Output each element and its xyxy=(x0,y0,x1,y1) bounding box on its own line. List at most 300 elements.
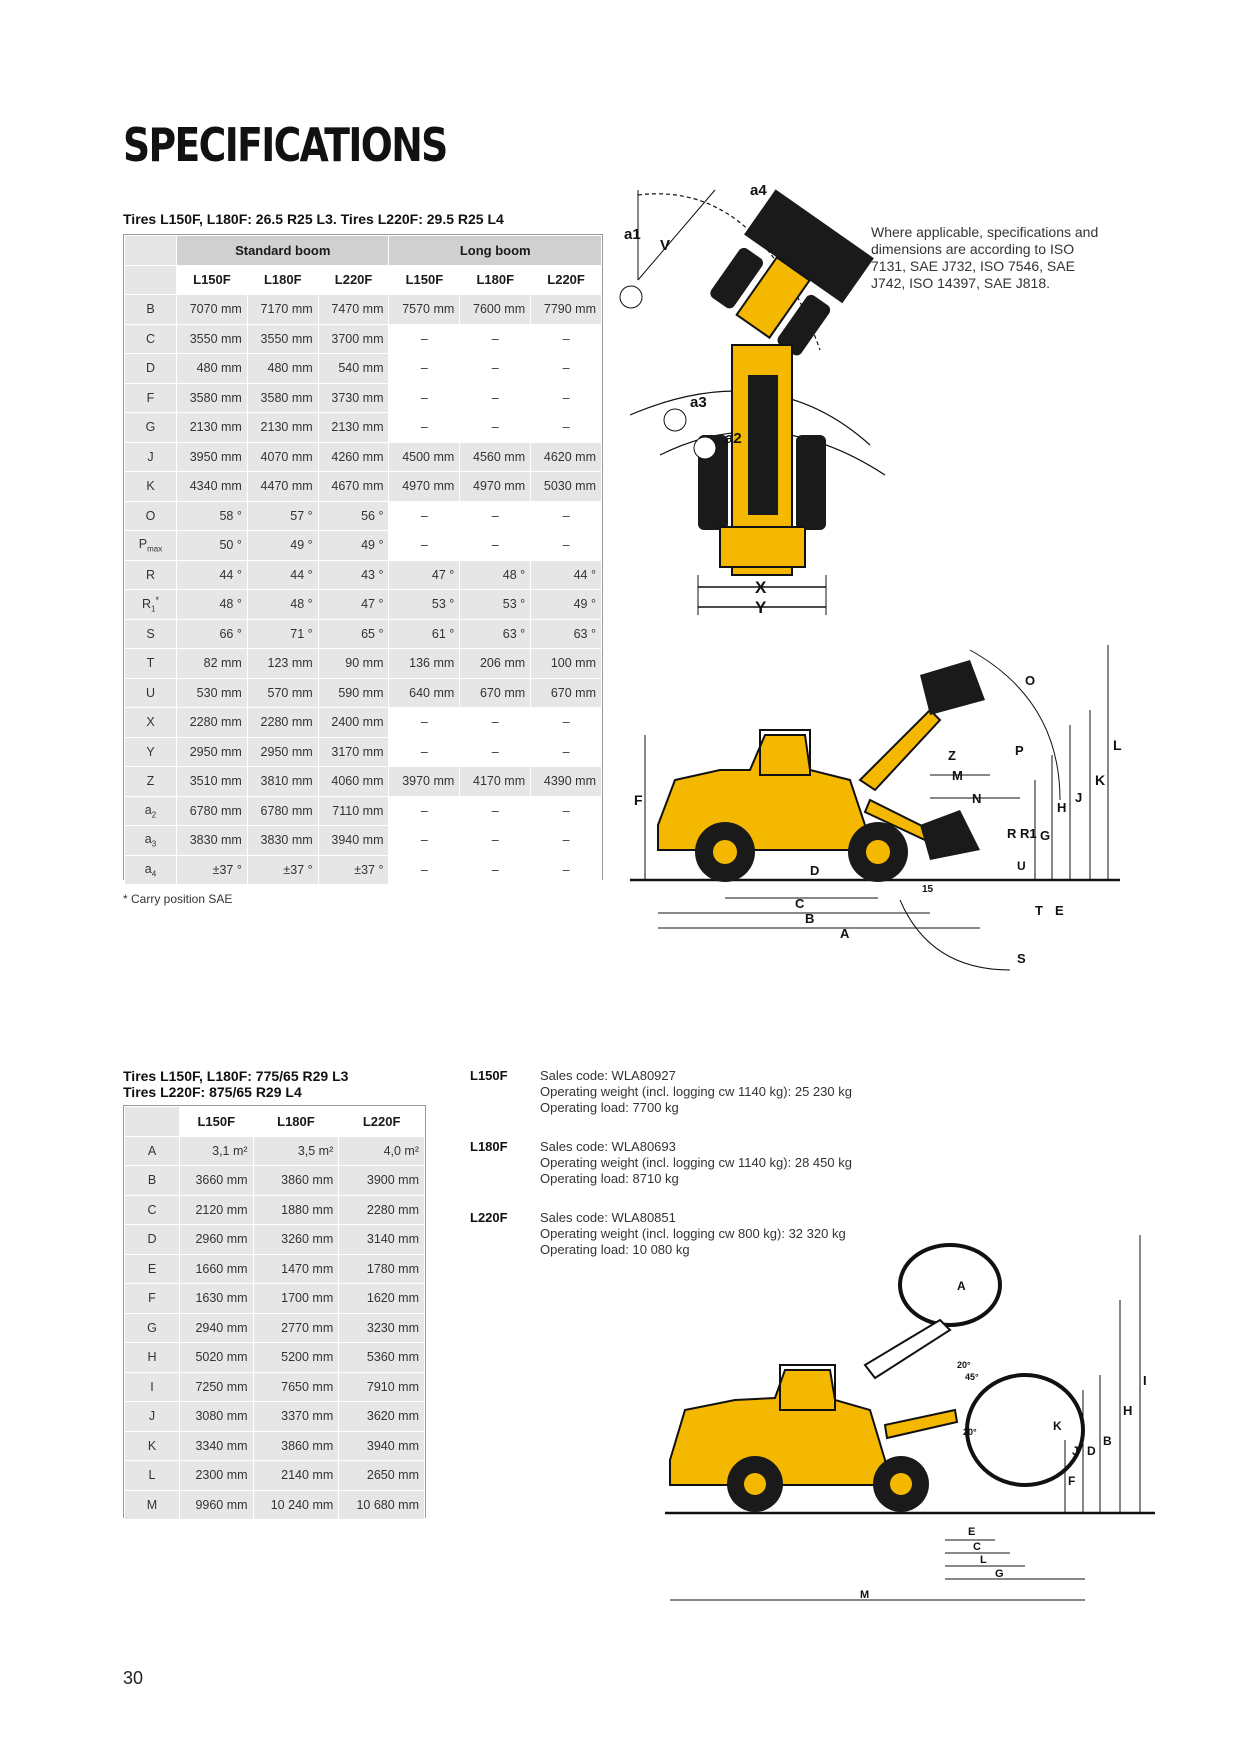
table-cell: 540 mm xyxy=(318,354,389,384)
row-label: I xyxy=(125,1372,180,1402)
table-cell: 590 mm xyxy=(318,678,389,708)
row-label-text: R xyxy=(145,567,156,582)
table-cell: 3550 mm xyxy=(177,324,248,354)
swing-arc-s xyxy=(900,900,1010,970)
row-label-text: D xyxy=(145,361,156,376)
table-cell: 47 ° xyxy=(318,590,389,620)
table-cell: – xyxy=(389,501,460,531)
model-header: L150F xyxy=(177,265,248,295)
row-label: A xyxy=(125,1136,180,1166)
table-corner xyxy=(125,265,177,295)
dim-label-d: D xyxy=(1087,1444,1096,1458)
table-row xyxy=(125,413,602,443)
dim-label-r1: R1 xyxy=(1020,826,1037,841)
row-label xyxy=(125,678,177,708)
table-cell: 1700 mm xyxy=(253,1284,339,1314)
table-cell: 7250 mm xyxy=(180,1372,254,1402)
row-label-subscript: 1 xyxy=(151,604,156,614)
row-label xyxy=(125,796,177,826)
dim-label-j: J xyxy=(1072,1444,1079,1458)
table-cell: – xyxy=(531,383,602,413)
table-cell: 3730 mm xyxy=(318,383,389,413)
row-label: K xyxy=(125,1431,180,1461)
table-cell: 4620 mm xyxy=(531,442,602,472)
table-cell: 3170 mm xyxy=(318,737,389,767)
model-sales-code: Sales code: WLA80693 xyxy=(540,1139,676,1154)
row-label-text: X xyxy=(146,715,155,730)
table-cell: 3970 mm xyxy=(389,767,460,797)
table-row xyxy=(125,1225,425,1255)
row-label-text: a xyxy=(144,861,152,876)
side-view-dimension-diagram xyxy=(630,640,1120,990)
table-cell: 7570 mm xyxy=(389,295,460,325)
rear-tire-right xyxy=(796,435,826,530)
dim-label-d: D xyxy=(810,863,820,878)
table-cell: 63 ° xyxy=(531,619,602,649)
rear-hub xyxy=(744,1473,766,1495)
table-cell: 66 ° xyxy=(177,619,248,649)
spec-table-log-grapple xyxy=(124,1106,425,1520)
model-load: Operating load: 10 080 kg xyxy=(540,1242,690,1257)
row-label xyxy=(125,767,177,797)
table-cell: – xyxy=(460,737,531,767)
table-cell: 3230 mm xyxy=(339,1313,425,1343)
marker-circle xyxy=(620,286,642,308)
dim-label-g: G xyxy=(1040,828,1051,843)
table-cell: 4970 mm xyxy=(460,472,531,502)
table-row xyxy=(125,678,602,708)
row-label: M xyxy=(125,1490,180,1520)
row-label xyxy=(125,324,177,354)
table-cell: 43 ° xyxy=(318,560,389,590)
iso-standards-note: Where applicable, specifications and dimensions are according to ISO 7131, SAE J732, ISO 7546, SAE J742, ISO 14397, SAE J818. xyxy=(871,224,1099,291)
table-row xyxy=(125,1195,425,1225)
row-label-text: P xyxy=(138,537,148,551)
table-cell: 49 ° xyxy=(531,590,602,620)
row-label xyxy=(125,737,177,767)
table-cell: – xyxy=(389,324,460,354)
table-row xyxy=(125,708,602,738)
table-cell: 48 ° xyxy=(177,590,248,620)
table-cell: – xyxy=(460,708,531,738)
row-label-text: U xyxy=(145,685,156,700)
table-cell: 48 ° xyxy=(247,590,318,620)
row-label xyxy=(125,413,177,443)
row-label-text: a xyxy=(144,832,152,846)
table-cell: – xyxy=(531,796,602,826)
grapple-raised xyxy=(900,1245,1000,1325)
table-cell: – xyxy=(531,354,602,384)
dim-label-b: B xyxy=(1103,1434,1112,1448)
model-name: L180F xyxy=(470,1139,508,1154)
row-label xyxy=(125,472,177,502)
model-header: L180F xyxy=(253,1107,339,1137)
row-label-subscript: 2 xyxy=(151,810,157,819)
table-cell: 2770 mm xyxy=(253,1313,339,1343)
row-label-text: K xyxy=(146,479,155,494)
rear-hub xyxy=(713,840,737,864)
table-cell: 2120 mm xyxy=(180,1195,254,1225)
model-header: L180F xyxy=(247,265,318,295)
table-cell: – xyxy=(389,855,460,885)
table-cell: 9960 mm xyxy=(180,1490,254,1520)
model-weight: Operating weight (incl. logging cw 800 kg): 32 320 kg xyxy=(540,1226,846,1241)
table-cell: 2140 mm xyxy=(253,1461,339,1491)
table-cell: 3860 mm xyxy=(253,1166,339,1196)
table-row xyxy=(125,1284,425,1314)
dim-line xyxy=(638,190,715,280)
table-cell: – xyxy=(389,383,460,413)
dim-label-a1: a1 xyxy=(624,226,641,243)
table-cell: 7170 mm xyxy=(247,295,318,325)
table-cell: 4,0 m² xyxy=(339,1136,425,1166)
row-label xyxy=(125,619,177,649)
row-label xyxy=(125,383,177,413)
table-row xyxy=(125,1136,425,1166)
table-cell: 2130 mm xyxy=(177,413,248,443)
dim-label-l: L xyxy=(980,1554,987,1566)
row-label xyxy=(125,501,177,531)
table-cell: 7070 mm xyxy=(177,295,248,325)
table-cell: 3830 mm xyxy=(247,826,318,856)
row-label-text: F xyxy=(146,390,155,405)
row-label-subscript: max xyxy=(147,544,163,554)
table-cell: 5020 mm xyxy=(180,1343,254,1373)
marker-circle xyxy=(664,409,686,431)
table-cell: 3940 mm xyxy=(339,1431,425,1461)
front-hub xyxy=(866,840,890,864)
table-row xyxy=(125,295,602,325)
dim-label-f: F xyxy=(1068,1474,1076,1488)
table-row xyxy=(125,1313,425,1343)
table-corner xyxy=(125,1107,180,1137)
table-cell: 10 240 mm xyxy=(253,1490,339,1520)
table-cell: 2950 mm xyxy=(177,737,248,767)
model-sales-code: Sales code: WLA80851 xyxy=(540,1210,676,1225)
dim-label-u: U xyxy=(1017,859,1026,873)
dim-label-l: L xyxy=(1113,737,1122,753)
table-cell: – xyxy=(460,796,531,826)
dim-label-k: K xyxy=(1053,1419,1062,1433)
row-label-text: T xyxy=(146,656,155,671)
row-label xyxy=(125,354,177,384)
table-cell: 5360 mm xyxy=(339,1343,425,1373)
table-row xyxy=(125,472,602,502)
model-header: L180F xyxy=(460,265,531,295)
bucket-lowered xyxy=(920,810,980,860)
table-cell: 7600 mm xyxy=(460,295,531,325)
table-cell: 670 mm xyxy=(531,678,602,708)
table-cell: 82 mm xyxy=(177,649,248,679)
model-load: Operating load: 8710 kg xyxy=(540,1171,679,1186)
page-title: SPECIFICATIONS xyxy=(123,118,447,172)
table-row xyxy=(125,1402,425,1432)
table-cell: 7650 mm xyxy=(253,1372,339,1402)
table-cell: – xyxy=(389,796,460,826)
dim-label-a: A xyxy=(957,1279,966,1293)
dim-label-15: 15 xyxy=(922,884,934,895)
table-cell: 1880 mm xyxy=(253,1195,339,1225)
table-cell: 4500 mm xyxy=(389,442,460,472)
table-cell: 57 ° xyxy=(247,501,318,531)
top-view-articulation-diagram xyxy=(620,175,890,620)
table-corner xyxy=(125,236,177,266)
table-row xyxy=(125,531,602,561)
front-hub xyxy=(890,1473,912,1495)
table-cell: – xyxy=(389,531,460,561)
table-cell: – xyxy=(460,531,531,561)
table-cell: 2650 mm xyxy=(339,1461,425,1491)
table-cell: – xyxy=(460,383,531,413)
dim-label-z: Z xyxy=(948,748,956,763)
table-cell: – xyxy=(531,324,602,354)
table-cell: 4670 mm xyxy=(318,472,389,502)
log-grapple-dimension-diagram xyxy=(665,1230,1155,1640)
table-cell: – xyxy=(531,413,602,443)
row-label-text: R xyxy=(142,597,152,612)
angle-label-20-top: 20° xyxy=(957,1360,971,1370)
table-cell: 3830 mm xyxy=(177,826,248,856)
table-cell: 6780 mm xyxy=(247,796,318,826)
grapple-lowered xyxy=(967,1375,1083,1485)
table-cell: 4560 mm xyxy=(460,442,531,472)
table-cell: 4260 mm xyxy=(318,442,389,472)
table-row xyxy=(125,1343,425,1373)
table-cell: 48 ° xyxy=(460,560,531,590)
dim-label-k: K xyxy=(1095,772,1106,788)
table-row xyxy=(125,855,602,885)
table-cell: ±37 ° xyxy=(247,855,318,885)
marker-circle xyxy=(694,437,716,459)
table-cell: 3,1 m² xyxy=(180,1136,254,1166)
table-cell: 2130 mm xyxy=(247,413,318,443)
row-label: C xyxy=(125,1195,180,1225)
row-label: B xyxy=(125,1166,180,1196)
front-frame xyxy=(704,189,874,360)
table-cell: ±37 ° xyxy=(318,855,389,885)
model-name: L150F xyxy=(470,1068,508,1083)
row-label-text: J xyxy=(147,449,154,464)
model-header: L220F xyxy=(339,1107,425,1137)
table-cell: – xyxy=(389,708,460,738)
table-cell: 670 mm xyxy=(460,678,531,708)
table-cell: 1630 mm xyxy=(180,1284,254,1314)
table-cell: 71 ° xyxy=(247,619,318,649)
table-cell: 3620 mm xyxy=(339,1402,425,1432)
table-cell: 4970 mm xyxy=(389,472,460,502)
dim-label-a2: a2 xyxy=(725,430,742,447)
table-cell: 2940 mm xyxy=(180,1313,254,1343)
table-cell: 480 mm xyxy=(177,354,248,384)
model-sales-code: Sales code: WLA80927 xyxy=(540,1068,676,1083)
table-row xyxy=(125,1166,425,1196)
row-label-text: a xyxy=(144,802,152,817)
table-cell: 53 ° xyxy=(389,590,460,620)
table-cell: 2280 mm xyxy=(339,1195,425,1225)
table-row xyxy=(125,767,602,797)
table-cell: 10 680 mm xyxy=(339,1490,425,1520)
table-row xyxy=(125,1461,425,1491)
dim-label-a: A xyxy=(840,926,850,941)
table-cell: 6780 mm xyxy=(177,796,248,826)
table-cell: 480 mm xyxy=(247,354,318,384)
table-cell: 1660 mm xyxy=(180,1254,254,1284)
table-cell: 123 mm xyxy=(247,649,318,679)
table-row xyxy=(125,442,602,472)
table-cell: 58 ° xyxy=(177,501,248,531)
row-label: L xyxy=(125,1461,180,1491)
table-cell: 4470 mm xyxy=(247,472,318,502)
table-cell: 3950 mm xyxy=(177,442,248,472)
table-cell: ±37 ° xyxy=(177,855,248,885)
table-row xyxy=(125,796,602,826)
table-cell: 3370 mm xyxy=(253,1402,339,1432)
dim-label-f: F xyxy=(634,792,643,808)
table-cell: 4340 mm xyxy=(177,472,248,502)
table-cell: – xyxy=(460,324,531,354)
table-cell: 53 ° xyxy=(460,590,531,620)
grapple-arm-lowered xyxy=(885,1410,957,1438)
table-cell: 56 ° xyxy=(318,501,389,531)
dim-label-t: T xyxy=(1035,903,1043,918)
row-label: F xyxy=(125,1284,180,1314)
row-label: E xyxy=(125,1254,180,1284)
table-cell: – xyxy=(531,708,602,738)
table-cell: 61 ° xyxy=(389,619,460,649)
row-label-text: G xyxy=(145,420,156,435)
dim-label-h: H xyxy=(1057,800,1067,815)
table-cell: – xyxy=(389,413,460,443)
table-cell: 3580 mm xyxy=(177,383,248,413)
model-header: L150F xyxy=(180,1107,254,1137)
dim-label-i: I xyxy=(1143,1373,1147,1388)
table-cell: – xyxy=(460,413,531,443)
table-cell: 44 ° xyxy=(247,560,318,590)
table-cell: 3810 mm xyxy=(247,767,318,797)
angle-label-20-bottom: 20° xyxy=(963,1427,977,1437)
row-label-subscript: 3 xyxy=(151,839,157,849)
table-cell: 2280 mm xyxy=(177,708,248,738)
row-label-text: C xyxy=(145,331,156,346)
dim-label-g: G xyxy=(995,1568,1004,1580)
table-row xyxy=(125,501,602,531)
table-cell: 44 ° xyxy=(177,560,248,590)
table-cell: – xyxy=(531,531,602,561)
table-row xyxy=(125,1372,425,1402)
dim-label-c: C xyxy=(795,896,805,911)
model-header: L220F xyxy=(318,265,389,295)
table-cell: 49 ° xyxy=(247,531,318,561)
table-cell: 50 ° xyxy=(177,531,248,561)
table-cell: 1470 mm xyxy=(253,1254,339,1284)
table-row xyxy=(125,1490,425,1520)
table-row xyxy=(125,619,602,649)
table-cell: 570 mm xyxy=(247,678,318,708)
dim-label-r: R xyxy=(1007,826,1017,841)
table-cell: – xyxy=(531,855,602,885)
table-cell: 3860 mm xyxy=(253,1431,339,1461)
row-label xyxy=(125,590,177,620)
table-row xyxy=(125,354,602,384)
table-cell: 640 mm xyxy=(389,678,460,708)
row-label xyxy=(125,708,177,738)
row-label: H xyxy=(125,1343,180,1373)
row-label xyxy=(125,855,177,885)
table-cell: 3580 mm xyxy=(247,383,318,413)
dim-label-e: E xyxy=(1055,903,1064,918)
table-cell: 136 mm xyxy=(389,649,460,679)
table-cell: 2130 mm xyxy=(318,413,389,443)
row-label xyxy=(125,442,177,472)
model-weight: Operating weight (incl. logging cw 1140 kg): 25 230 kg xyxy=(540,1084,852,1099)
table-cell: 3660 mm xyxy=(180,1166,254,1196)
table-cell: 7110 mm xyxy=(318,796,389,826)
table1-caption: Tires L150F, L180F: 26.5 R25 L3. Tires L220F: 29.5 R25 L4 xyxy=(123,211,504,227)
dim-label-h: H xyxy=(1123,1403,1133,1418)
table-cell: 3700 mm xyxy=(318,324,389,354)
table-cell: 530 mm xyxy=(177,678,248,708)
row-label xyxy=(125,826,177,856)
row-label xyxy=(125,560,177,590)
table-cell: 3340 mm xyxy=(180,1431,254,1461)
table-cell: 2960 mm xyxy=(180,1225,254,1255)
model-header: L220F xyxy=(531,265,602,295)
table-cell: 3550 mm xyxy=(247,324,318,354)
dim-label-x: X xyxy=(755,578,767,597)
dim-label-e: E xyxy=(968,1526,976,1538)
row-label-text: O xyxy=(145,508,156,523)
table-cell: 5200 mm xyxy=(253,1343,339,1373)
table-cell: 65 ° xyxy=(318,619,389,649)
table-row xyxy=(125,1254,425,1284)
dim-label-m: M xyxy=(860,1589,870,1601)
row-label xyxy=(125,295,177,325)
table-cell: 4390 mm xyxy=(531,767,602,797)
bucket-raised xyxy=(920,660,985,715)
table-cell: – xyxy=(389,354,460,384)
table-cell: 3260 mm xyxy=(253,1225,339,1255)
table-cell: 4170 mm xyxy=(460,767,531,797)
dim-label-n: N xyxy=(972,791,982,806)
group-header-long-boom: Long boom xyxy=(389,236,602,266)
table-row xyxy=(125,590,602,620)
table-row xyxy=(125,560,602,590)
table-cell: – xyxy=(389,826,460,856)
row-label-text: Y xyxy=(146,744,155,759)
table-cell: – xyxy=(531,826,602,856)
counterweight xyxy=(720,527,805,567)
group-header-standard-boom: Standard boom xyxy=(177,236,389,266)
row-label: D xyxy=(125,1225,180,1255)
table-cell: 2280 mm xyxy=(247,708,318,738)
table-cell: – xyxy=(389,737,460,767)
row-label-subscript: 4 xyxy=(151,869,157,878)
table-cell: 4060 mm xyxy=(318,767,389,797)
table-cell: – xyxy=(531,737,602,767)
row-label-footnote-mark: * xyxy=(155,594,159,605)
table1-footnote: * Carry position SAE xyxy=(123,892,233,906)
table-cell: 3900 mm xyxy=(339,1166,425,1196)
table-cell: 2400 mm xyxy=(318,708,389,738)
table-cell: 5030 mm xyxy=(531,472,602,502)
table-cell: 7910 mm xyxy=(339,1372,425,1402)
table-row xyxy=(125,737,602,767)
dim-label-p: P xyxy=(1015,743,1024,758)
dim-label-s: S xyxy=(1017,951,1026,966)
model-name: L220F xyxy=(470,1210,508,1225)
table-cell: 3940 mm xyxy=(318,826,389,856)
model-load: Operating load: 7700 kg xyxy=(540,1100,679,1115)
